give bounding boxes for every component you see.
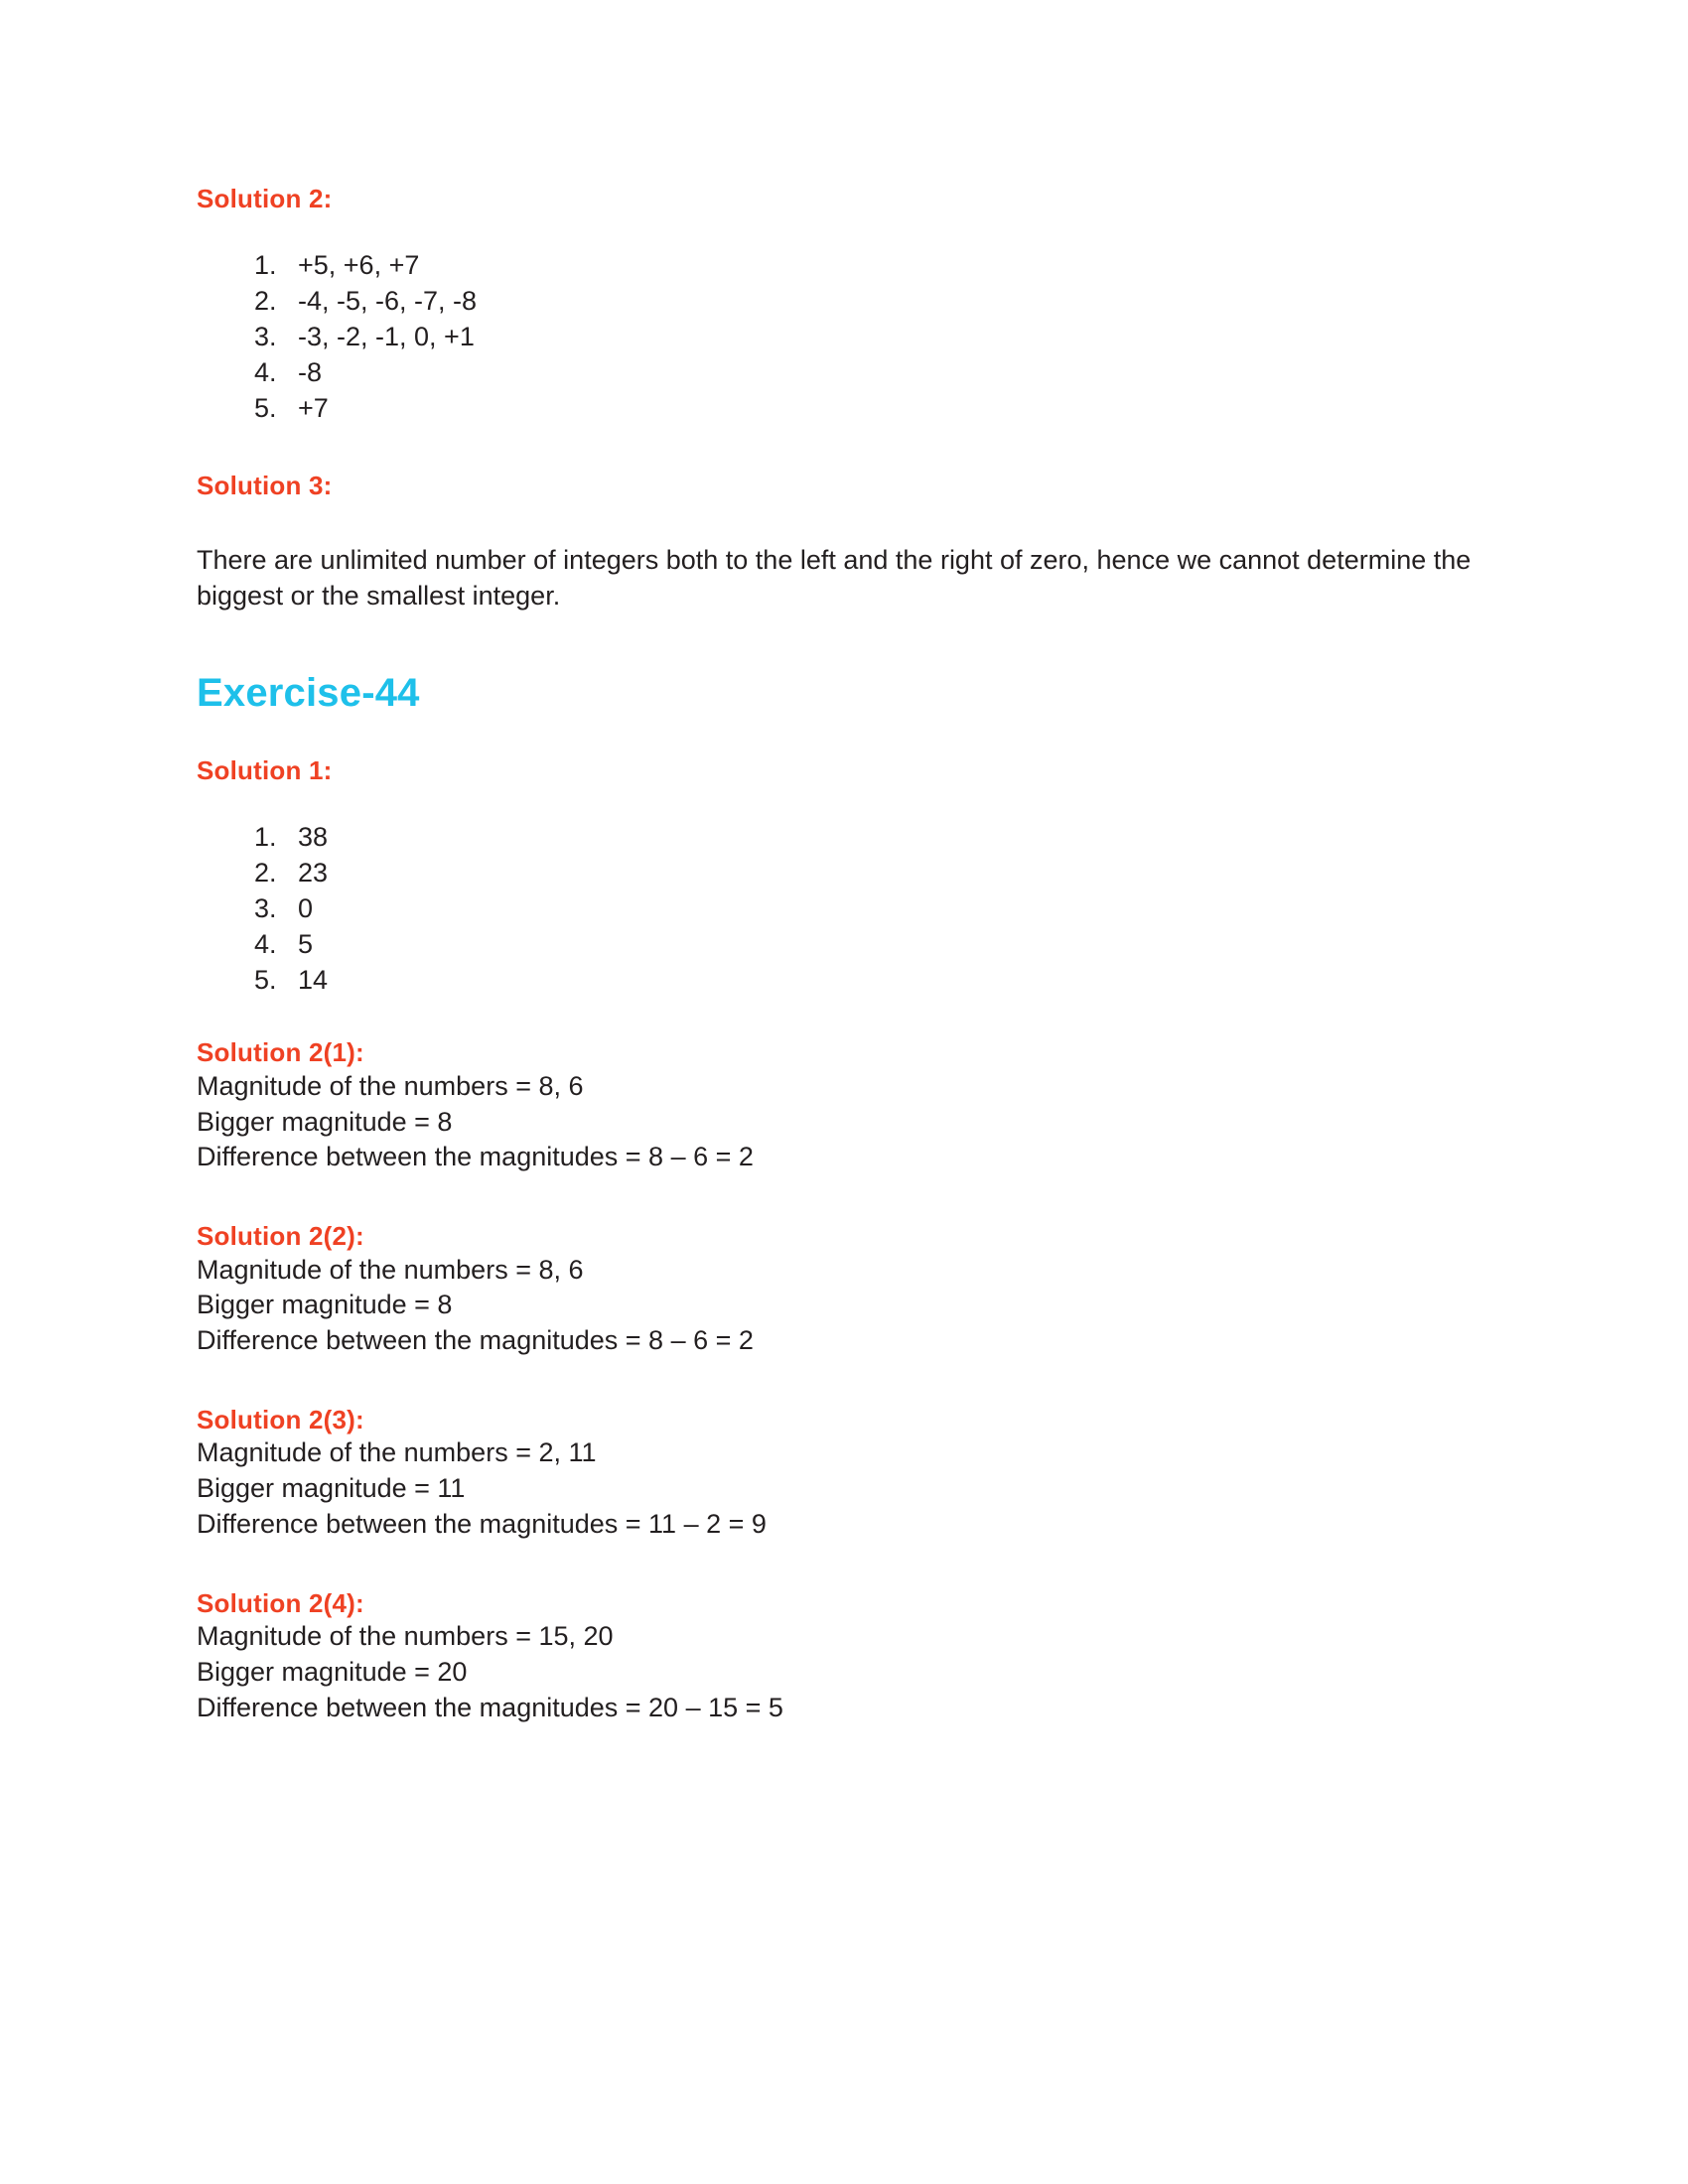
solution-2-list (197, 248, 1487, 427)
list-item: 3. -3, -2, -1, 0, +1 (284, 320, 1487, 355)
list-item: 5. 14 (284, 963, 1487, 999)
exercise-title: Exercise-44 (197, 670, 420, 715)
document-content (197, 184, 1487, 1726)
spacer (197, 1543, 1487, 1588)
solution-2-3-line-3: Difference between the magnitudes = 11 – 2 = 9 (197, 1509, 767, 1540)
solution-2-3-heading: Solution 2(3): (197, 1405, 364, 1435)
solution-2-3-line-2: Bigger magnitude = 11 (197, 1473, 466, 1504)
list-item: 1. 38 (284, 820, 1487, 856)
list-item: 2. 23 (284, 856, 1487, 891)
spacer (197, 1359, 1487, 1405)
solution-2-3-line-1: Magnitude of the numbers = 2, 11 (197, 1437, 597, 1468)
list-item: 4. 5 (284, 927, 1487, 963)
list-item: 3. 0 (284, 891, 1487, 927)
solution-2-4-line-2: Bigger magnitude = 20 (197, 1657, 468, 1688)
spacer (197, 716, 1487, 755)
solution-2-1-line-3: Difference between the magnitudes = 8 – 6 = 2 (197, 1142, 754, 1172)
solution-2-2-line-2: Bigger magnitude = 8 (197, 1290, 453, 1320)
solution-2-4-heading: Solution 2(4): (197, 1588, 364, 1619)
solution-2-heading: Solution 2: (197, 184, 333, 213)
solution-2-2-line-3: Difference between the magnitudes = 8 – 6 = 2 (197, 1325, 754, 1356)
list-item: 4. -8 (284, 355, 1487, 391)
solution-3-heading: Solution 3: (197, 470, 333, 500)
spacer (197, 501, 1487, 543)
spacer (197, 427, 1487, 471)
solution-3-paragraph: There are unlimited number of integers both to the left and the right of zero, hence we cannot determine the biggest or the smallest integer. (197, 544, 1472, 611)
spacer (197, 614, 1487, 670)
list-item: 1. +5, +6, +7 (284, 248, 1487, 284)
solution-2-1-block (197, 1037, 1487, 1175)
solution-3-body (197, 543, 1487, 614)
solution-2-4-block (197, 1588, 1487, 1726)
solution-2-2-line-1: Magnitude of the numbers = 8, 6 (197, 1254, 584, 1285)
solution-2-2-heading: Solution 2(2): (197, 1221, 364, 1252)
solution-2-3-block (197, 1405, 1487, 1543)
list-item: 5. +7 (284, 391, 1487, 427)
solution-2-4-line-1: Magnitude of the numbers = 15, 20 (197, 1621, 614, 1652)
spacer (197, 786, 1487, 820)
solution-1-heading: Solution 1: (197, 754, 333, 785)
list-item: 2. -4, -5, -6, -7, -8 (284, 284, 1487, 320)
solution-2-1-heading: Solution 2(1): (197, 1037, 364, 1068)
solution-1-list (197, 820, 1487, 999)
solution-2-1-line-1: Magnitude of the numbers = 8, 6 (197, 1070, 584, 1101)
solution-2-4-line-3: Difference between the magnitudes = 20 – 15 = 5 (197, 1693, 783, 1723)
solution-2-2-block (197, 1221, 1487, 1359)
solution-2-1-line-2: Bigger magnitude = 8 (197, 1106, 453, 1137)
spacer (197, 214, 1487, 248)
spacer (197, 998, 1487, 1037)
spacer (197, 1175, 1487, 1221)
